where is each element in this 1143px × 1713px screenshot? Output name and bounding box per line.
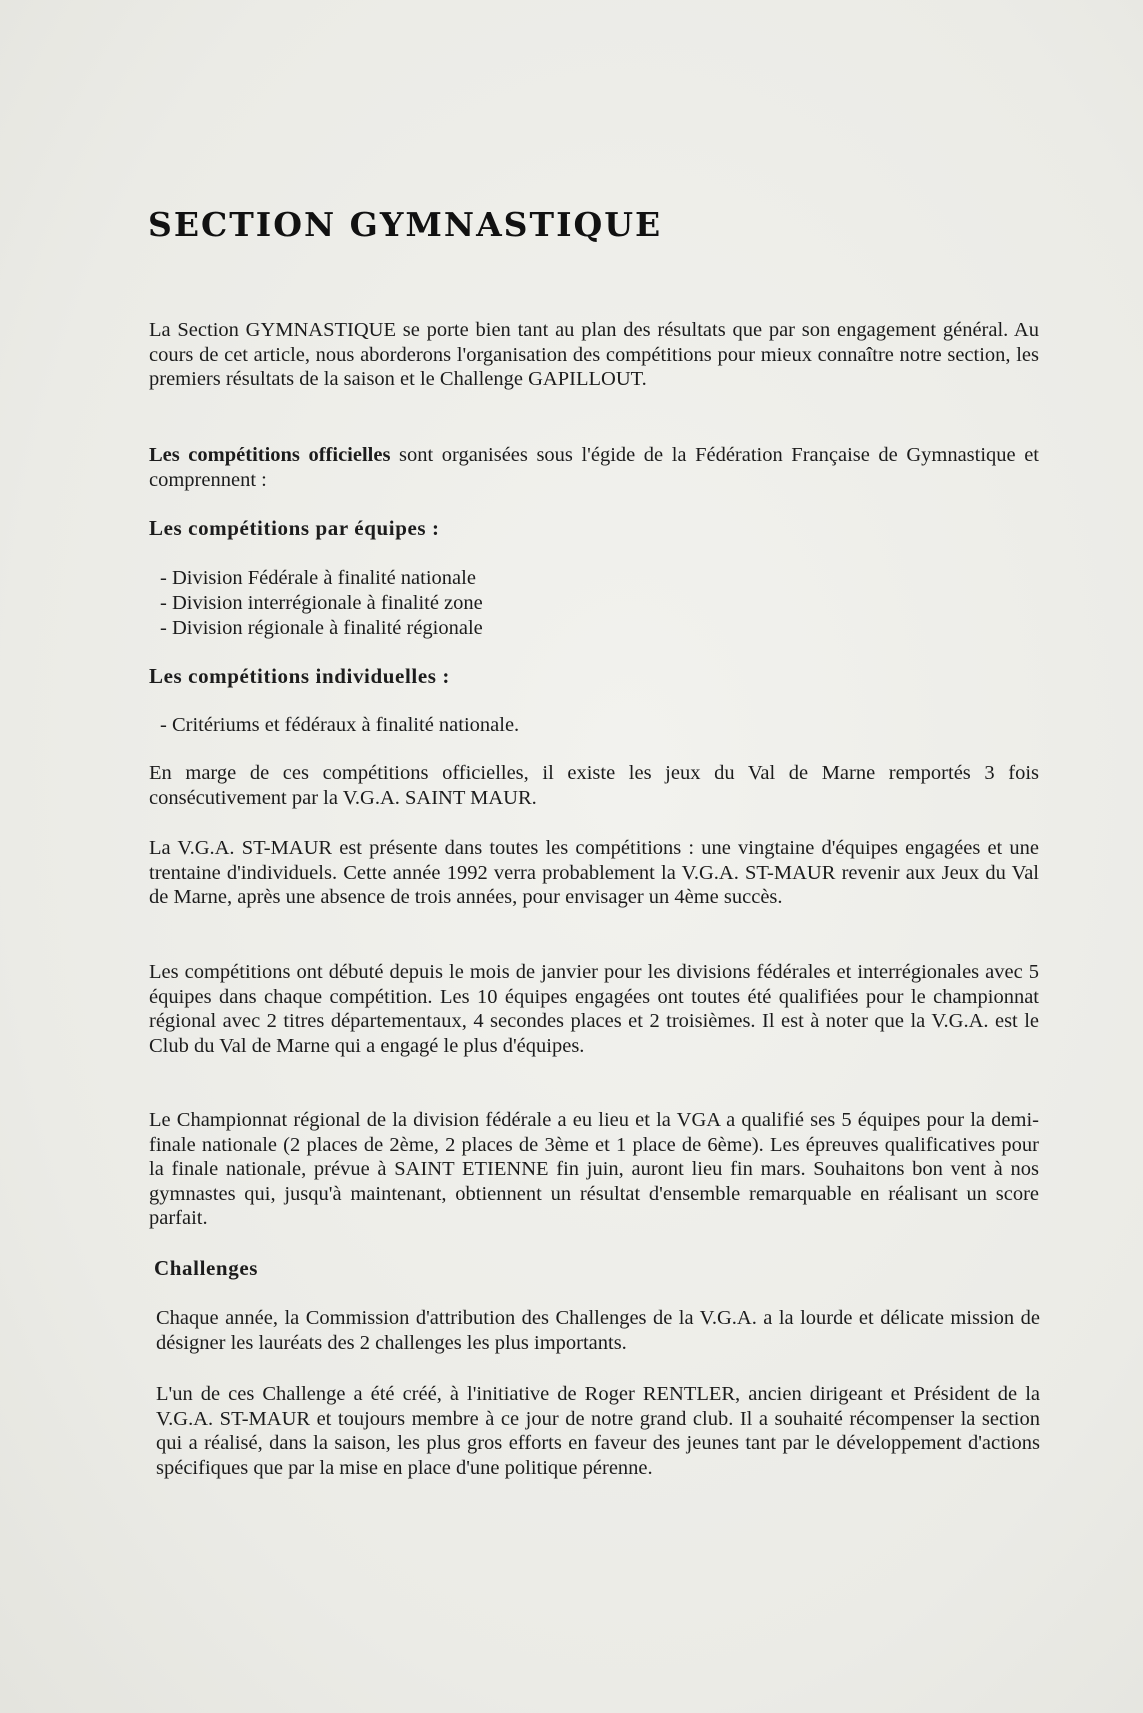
- presence-paragraph: [149, 836, 1039, 910]
- challenges-text-2: L'un de ces Challenge a été créé, à l'initiative de Roger RENTLER, ancien dirigeant et Président de la V.G.A. ST-MAUR et toujours membre à ce jour de notre grand club. Il a souhaité récompenser la section qui a réalisé, dans la saison, les plus gros efforts en faveur des jeunes tant par le développement d'actions spécifiques que par la mise en place d'une politique pérenne.: [156, 1383, 1040, 1479]
- debut-paragraph: [149, 960, 1039, 1058]
- officielles-lead: Les compétitions officielles: [149, 444, 391, 466]
- list-item: - Division régionale à finalité régionale: [160, 617, 483, 639]
- equipes-list: [160, 566, 483, 641]
- presence-text: La V.G.A. ST-MAUR est présente dans toutes les compétitions : une vingtaine d'équipes engagées et une trentaine d'individuels. Cette année 1992 verra probablement la V.G.A. ST-MAUR revenir aux Jeux du Val de Marne, après une absence de trois années, pour envisager un 4ème succès.: [149, 837, 1039, 908]
- challenges-heading: Challenges: [154, 1256, 259, 1280]
- challenges-paragraph-2: [156, 1382, 1040, 1480]
- officielles-paragraph: [149, 443, 1039, 492]
- challenges-text-1: Chaque année, la Commission d'attribution des Challenges de la V.G.A. a la lourde et délicate mission de désigner les lauréats des 2 challenges les plus importants.: [156, 1307, 1040, 1354]
- val-de-marne-text: En marge de ces compétitions officielles, il existe les jeux du Val de Marne remportés 3 fois consécutivement par la V.G.A. SAINT MAUR.: [149, 762, 1039, 809]
- val-de-marne-paragraph: [149, 761, 1039, 810]
- championnat-paragraph: [149, 1108, 1039, 1231]
- officielles-text: sont organisées sous l'égide de la Fédération Française de Gymnastique et comprennent :: [149, 444, 1039, 491]
- list-item: - Division interrégionale à finalité zone: [160, 592, 483, 614]
- list-item: - Division Fédérale à finalité nationale: [160, 567, 476, 589]
- equipes-heading: Les compétitions par équipes :: [149, 516, 440, 540]
- championnat-text: Le Championnat régional de la division fédérale a eu lieu et la VGA a qualifié ses 5 équipes pour la demi-finale nationale (2 places de 2ème, 2 places de 3ème et 1 place de 6ème). Les épreuves qualificatives pour la finale nationale, prévue à SAINT ETIENNE fin juin, auront lieu fin mars. Souhaitons bon vent à nos gymnastes qui, jusqu'à maintenant, obtiennent un résultat d'ensemble remarquable en réalisant un score parfait.: [149, 1109, 1039, 1229]
- challenges-paragraph-1: [156, 1306, 1040, 1355]
- debut-text: Les compétitions ont débuté depuis le mois de janvier pour les divisions fédérales et interrégionales avec 5 équipes dans chaque compétition. Les 10 équipes engagées ont toutes été qualifiées pour le championnat régional avec 2 titres départementaux, 4 secondes places et 2 troisièmes. Il est à noter que la V.G.A. est le Club du Val de Marne qui a engagé le plus d'équipes.: [149, 961, 1039, 1057]
- intro-paragraph: [149, 318, 1039, 392]
- page-title: SECTION GYMNASTIQUE: [148, 205, 663, 244]
- intro-text: La Section GYMNASTIQUE se porte bien tant au plan des résultats que par son engagement général. Au cours de cet article, nous aborderons l'organisation des compétitions pour mieux connaître notre section, les premiers résultats de la saison et le Challenge GAPILLOUT.: [149, 319, 1039, 390]
- list-item: - Critériums et fédéraux à finalité nationale.: [160, 714, 520, 736]
- individuelles-list: [160, 713, 519, 738]
- individuelles-heading: Les compétitions individuelles :: [149, 664, 450, 688]
